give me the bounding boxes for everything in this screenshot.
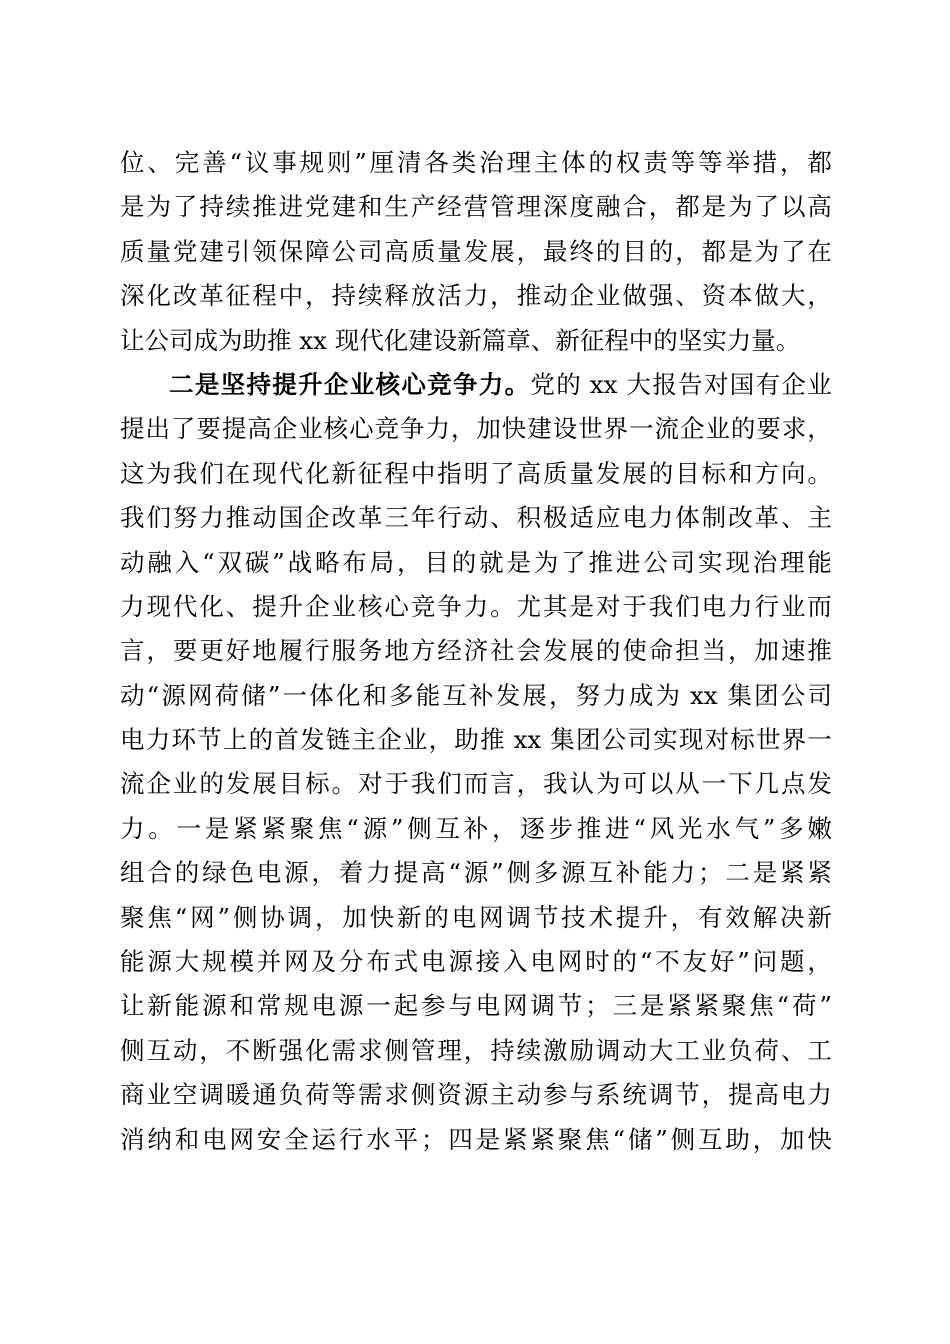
text-line: 消 纳 和 电 网 安 全 运 行 水 平 ； 四 是 紧 紧 聚 焦 “ 储 ” 侧 互 助 ， 加 快 <box>120 1124 832 1154</box>
text-line: 力 现 代 化 、 提 升 企 业 核 心 竞 争 力 。 尤 其 是 对 于 我 们 电 力 行 业 而 <box>120 591 832 621</box>
text-line: 提 出 了 要 提 高 企 业 核 心 竞 争 力 ， 加 快 建 设 世 界 一 流 企 业 的 要 求 ， <box>120 414 832 444</box>
text-line: 聚 焦 “ 网 ” 侧 协 调 ， 加 快 新 的 电 网 调 节 技 术 提 升 ， 有 效 解 决 新 <box>120 902 832 932</box>
text-line: 让 新 能 源 和 常 规 电 源 一 起 参 与 电 网 调 节 ； 三 是 紧 紧 聚 焦 “ 荷 ” <box>120 991 832 1021</box>
text-line: 力 。 一 是 紧 紧 聚 焦 “ 源 ” 侧 互 补 ， 逐 步 推 进 “ 风 光 水 气 ” 多 嫩 <box>120 813 832 843</box>
text-line: 位 、 完 善 “ 议 事 规 则 ” 厘 清 各 类 治 理 主 体 的 权 责 等 等 举 措 ， 都 <box>120 148 832 177</box>
text-line: 我 们 努 力 推 动 国 企 改 革 三 年 行 动 、 积 极 适 应 电 力 体 制 改 革 、 主 <box>120 503 832 533</box>
text-line: 二 是 坚 持 提 升 企 业 核 心 竞 争 力 。 党 的 xx 大 报 告 对 国 有 企 业 <box>169 369 832 399</box>
body-text <box>120 141 832 1162</box>
text-line: 电 力 环 节 上 的 首 发 链 主 企 业 ， 助 推 xx 集 团 公 司 实 现 对 标 世 界 一 <box>120 725 832 755</box>
text-line: 动 融 入 “ 双 碳 ” 战 略 布 局 ， 目 的 就 是 为 了 推 进 公 司 实 现 治 理 能 <box>120 547 832 577</box>
text-line: 动 “ 源 网 荷 储 ” 一 体 化 和 多 能 互 补 发 展 ， 努 力 成 为 xx 集 团 公 司 <box>120 680 832 710</box>
text-line: 是 为 了 持 续 推 进 党 建 和 生 产 经 营 管 理 深 度 融 合 ， 都 是 为 了 以 高 <box>120 192 832 222</box>
text-line: 流 企 业 的 发 展 目 标 。 对 于 我 们 而 言 ， 我 认 为 可 以 从 一 下 几 点 发 <box>120 769 832 799</box>
text-line: 言 ， 要 更 好 地 履 行 服 务 地 方 经 济 社 会 发 展 的 使 命 担 当 ， 加 速 推 <box>120 636 832 666</box>
text-line: 深 化 改 革 征 程 中 ， 持 续 释 放 活 力 ， 推 动 企 业 做 强 、 资 本 做 大 ， <box>120 281 832 311</box>
text-line: 侧 互 动 ， 不 断 强 化 需 求 侧 管 理 ， 持 续 激 励 调 动 大 工 业 负 荷 、 工 <box>120 1035 832 1065</box>
text-line: 让 公 司 成 为 助 推 xx 现 代 化 建 设 新 篇 章 、 新 征 程 中 的 坚 实 力 量 。 <box>120 325 801 355</box>
text-line: 商 业 空 调 暖 通 负 荷 等 需 求 侧 资 源 主 动 参 与 系 统 调 节 ， 提 高 电 力 <box>120 1080 832 1110</box>
text-line: 这 为 我 们 在 现 代 化 新 征 程 中 指 明 了 高 质 量 发 展 的 目 标 和 方 向 。 <box>120 458 832 488</box>
text-line: 组 合 的 绿 色 电 源 ， 着 力 提 高 “ 源 ” 侧 多 源 互 补 能 力 ； 二 是 紧 紧 <box>120 858 832 888</box>
text-line: 能 源 大 规 模 并 网 及 分 布 式 电 源 接 入 电 网 时 的 “ 不 友 好 ” 问 题 ， <box>120 947 832 977</box>
text-line: 质 量 党 建 引 领 保 障 公 司 高 质 量 发 展 ， 最 终 的 目 的 ， 都 是 为 了 在 <box>120 236 832 266</box>
